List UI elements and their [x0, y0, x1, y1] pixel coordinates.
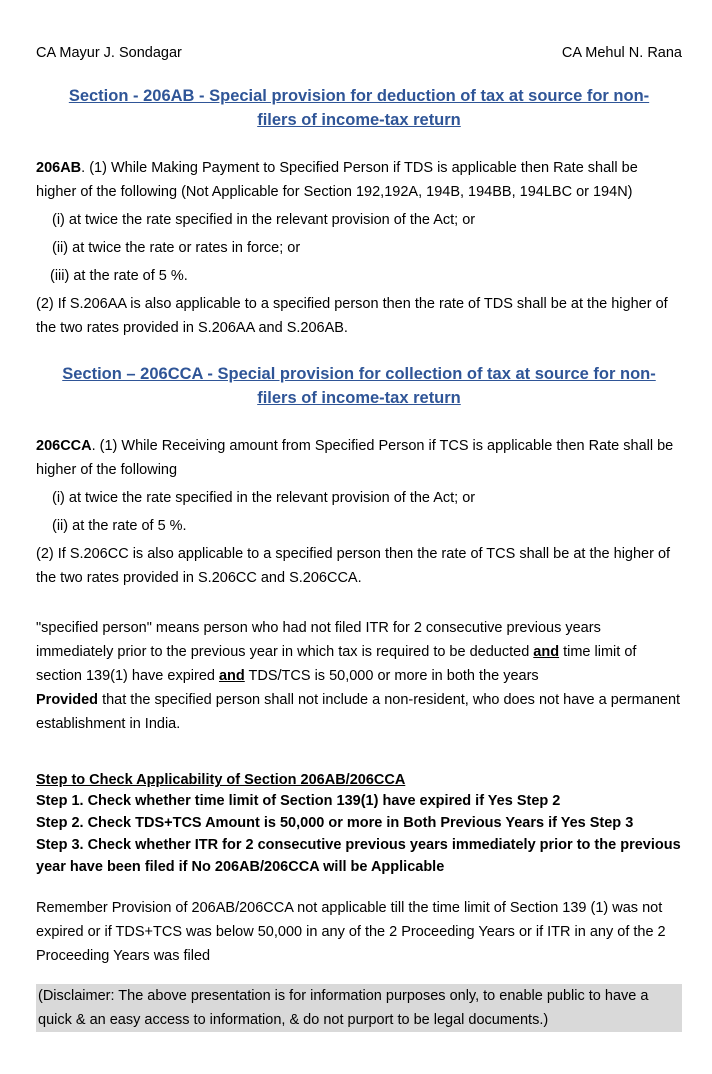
- section-206cca-title: Section – 206CCA - Special provision for collection of tax at source for non-filers of income-tax return: [62, 365, 656, 407]
- provided-text: that the specified person shall not include a non-resident, who does not have a permanent establishment in India.: [36, 692, 681, 732]
- section-206cca-item-1: (i) at twice the rate specified in the relevant provision of the Act; or: [52, 490, 476, 506]
- section-206cca-intro: [36, 434, 682, 482]
- section-206ab-item-2: (ii) at twice the rate or rates in force; or: [52, 240, 301, 256]
- step-2: Step 2. Check TDS+TCS Amount is 50,000 or more in Both Previous Years if Yes Step 3: [36, 815, 634, 831]
- section-206ab-item-3: (iii) at the rate of 5 %.: [50, 268, 188, 284]
- definition-and-1: and: [533, 644, 560, 660]
- section-206ab-intro: [36, 156, 682, 204]
- section-206ab-note: (2) If S.206AA is also applicable to a specified person then the rate of TDS shall be at the higher of the two rates provided in S.206AA and S.206AB.: [36, 296, 668, 336]
- spacer: [36, 878, 682, 896]
- specified-person-definition: [36, 616, 682, 688]
- provided-label: Provided: [36, 692, 99, 708]
- definition-text-2: time limit of section 139(1) have expired: [36, 644, 637, 684]
- author-left: CA Mayur J. Sondagar: [36, 45, 182, 61]
- step-1: Step 1. Check whether time limit of Section 139(1) have expired if Yes Step 2: [36, 793, 561, 809]
- spacer: [36, 590, 682, 616]
- section-206cca-note: (2) If S.206CC is also applicable to a specified person then the rate of TCS shall be at the higher of the two rates provided in S.206CC and S.206CCA.: [36, 546, 671, 586]
- section-206ab-item-1: (i) at twice the rate specified in the relevant provision of the Act; or: [52, 212, 476, 228]
- provided-clause: [36, 688, 682, 736]
- remember-note: Remember Provision of 206AB/206CCA not applicable till the time limit of Section 139 (1) was not expired or if TDS+TCS was below 50,000 in any of the 2 Proceeding Years or if ITR in any of the 2 Proceeding Years was filed: [36, 900, 666, 964]
- step-3: Step 3. Check whether ITR for 2 consecutive previous years immediately prior to the previous year have been filed if No 206AB/206CCA will be Applicable: [36, 837, 681, 875]
- steps-heading: Step to Check Applicability of Section 206AB/206CCA: [36, 772, 406, 788]
- document-page: [36, 42, 682, 1032]
- disclaimer: (Disclaimer: The above presentation is for information purposes only, to enable public to have a quick & an easy access to information, & do not purport to be legal documents.): [36, 984, 682, 1032]
- section-206cca-item-2: (ii) at the rate of 5 %.: [52, 518, 187, 534]
- page-header: [36, 42, 682, 64]
- definition-text-3: TDS/TCS is 50,000 or more in both the years: [244, 668, 539, 684]
- section-206cca-intro-text: . (1) While Receiving amount from Specified Person if TCS is applicable then Rate shall be higher of the following: [36, 438, 674, 478]
- section-206ab-intro-text: . (1) While Making Payment to Specified Person if TDS is applicable then Rate shall be higher of the following (Not Applicable for Section 192,192A, 194B, 194BB, 194LBC or 194N): [36, 160, 638, 200]
- section-206cca-lead: 206CCA: [36, 438, 92, 454]
- author-right: CA Mehul N. Rana: [561, 45, 682, 61]
- spacer: [36, 736, 682, 770]
- definition-and-2: and: [218, 668, 245, 684]
- definition-text-1: "specified person" means person who had not filed ITR for 2 consecutive previous years immediately prior to the previous year in which tax is required to be deducted: [36, 620, 601, 660]
- section-206ab-lead: 206AB: [36, 160, 82, 176]
- section-206ab-title: Section - 206AB - Special provision for deduction of tax at source for non-filers of income-tax return: [68, 87, 650, 129]
- steps-block: [36, 770, 682, 878]
